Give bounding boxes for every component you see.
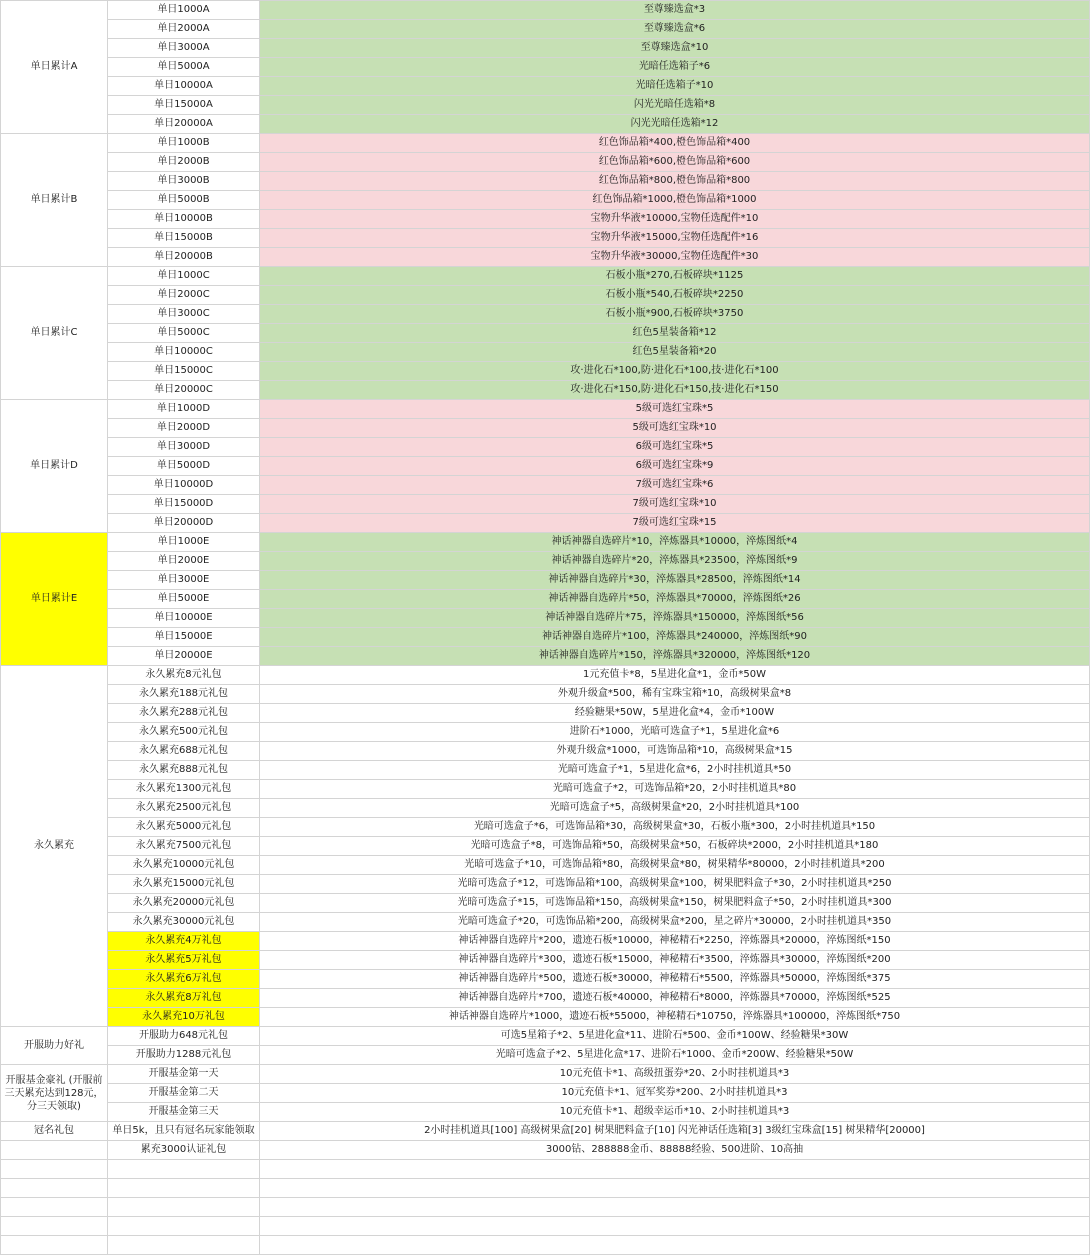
table-row: [1, 362, 1090, 381]
reward-cell[interactable]: 5级可选红宝珠*10: [260, 419, 1090, 438]
tier-cell[interactable]: 永久累充4万礼包: [108, 932, 260, 951]
empty-cell[interactable]: [260, 1198, 1090, 1217]
reward-cell[interactable]: 光暗可选盒子*20，可选饰品箱*200，高级树果盒*200，星之碎片*30000，2小时挂机道具*350: [260, 913, 1090, 932]
empty-row: [1, 1179, 1090, 1198]
table-row: [1, 989, 1090, 1008]
empty-cell[interactable]: [108, 1179, 260, 1198]
tier-cell[interactable]: 单日3000E: [108, 571, 260, 590]
table-row: [1, 1103, 1090, 1122]
tier-cell[interactable]: 单日20000E: [108, 647, 260, 666]
table-row: [1, 324, 1090, 343]
table-row: [1, 191, 1090, 210]
category-cell[interactable]: 单日累计A: [1, 1, 108, 134]
reward-cell[interactable]: 7级可选红宝珠*6: [260, 476, 1090, 495]
tier-cell[interactable]: 单日5000A: [108, 58, 260, 77]
table-row: [1, 723, 1090, 742]
reward-cell[interactable]: 神话神器自选碎片*200，遗迹石板*10000，神秘精石*2250，淬炼器具*20000，淬炼图纸*150: [260, 932, 1090, 951]
tier-cell[interactable]: 永久累充6万礼包: [108, 970, 260, 989]
reward-cell[interactable]: 光暗可选盒子*1，5星进化盒*6，2小时挂机道具*50: [260, 761, 1090, 780]
table-row: [1, 932, 1090, 951]
category-cell[interactable]: 单日累计B: [1, 134, 108, 267]
tier-cell[interactable]: 单日3000A: [108, 39, 260, 58]
tier-cell[interactable]: 单日5000C: [108, 324, 260, 343]
tier-cell[interactable]: 单日3000C: [108, 305, 260, 324]
reward-cell[interactable]: 闪光光暗任选箱*12: [260, 115, 1090, 134]
category-cell[interactable]: 开服基金豪礼 (开服前三天累充达到128元，分三天领取): [1, 1065, 108, 1122]
tier-cell[interactable]: 永久累充2500元礼包: [108, 799, 260, 818]
tier-cell[interactable]: 单日20000B: [108, 248, 260, 267]
tier-cell[interactable]: 永久累充500元礼包: [108, 723, 260, 742]
table-row: [1, 799, 1090, 818]
empty-cell[interactable]: [1, 1179, 108, 1198]
tier-cell[interactable]: 单日1000B: [108, 134, 260, 153]
reward-cell[interactable]: 神话神器自选碎片*10，淬炼器具*10000，淬炼图纸*4: [260, 533, 1090, 552]
table-row: [1, 267, 1090, 286]
table-row: [1, 1046, 1090, 1065]
table-row: [1, 305, 1090, 324]
tier-cell[interactable]: 永久累充15000元礼包: [108, 875, 260, 894]
table-row: [1, 1084, 1090, 1103]
reward-cell[interactable]: 光暗可选盒子*12，可选饰品箱*100，高级树果盒*100，树果肥料盒子*30，2小时挂机道具*250: [260, 875, 1090, 894]
tier-cell[interactable]: 永久累充288元礼包: [108, 704, 260, 723]
reward-cell[interactable]: 攻·进化石*100,防·进化石*100,技·进化石*100: [260, 362, 1090, 381]
tier-cell[interactable]: 单日10000B: [108, 210, 260, 229]
table-row: [1, 970, 1090, 989]
table-row: [1, 590, 1090, 609]
reward-cell[interactable]: 至尊臻选盒*6: [260, 20, 1090, 39]
reward-cell[interactable]: 神话神器自选碎片*75，淬炼器具*150000，淬炼图纸*56: [260, 609, 1090, 628]
tier-cell[interactable]: 永久累充688元礼包: [108, 742, 260, 761]
tier-cell[interactable]: 永久累充10万礼包: [108, 1008, 260, 1027]
reward-cell[interactable]: 7级可选红宝珠*10: [260, 495, 1090, 514]
reward-cell[interactable]: 光暗可选盒子*8，可选饰品箱*50，高级树果盒*50，石板碎块*2000，2小时挂机道具*180: [260, 837, 1090, 856]
reward-cell[interactable]: 石板小瓶*900,石板碎块*3750: [260, 305, 1090, 324]
table-row: [1, 1, 1090, 20]
reward-cell[interactable]: 外观升级盒*1000，可选饰品箱*10，高级树果盒*15: [260, 742, 1090, 761]
reward-cell[interactable]: 7级可选红宝珠*15: [260, 514, 1090, 533]
table-row: [1, 229, 1090, 248]
tier-cell[interactable]: 永久累充10000元礼包: [108, 856, 260, 875]
reward-cell[interactable]: 进阶石*1000，光暗可选盒子*1，5星进化盒*6: [260, 723, 1090, 742]
reward-cell[interactable]: 至尊臻选盒*3: [260, 1, 1090, 20]
table-row: [1, 628, 1090, 647]
category-cell[interactable]: 单日累计C: [1, 267, 108, 400]
empty-cell[interactable]: [108, 1236, 260, 1255]
table-row: [1, 1065, 1090, 1084]
table-row: [1, 761, 1090, 780]
tier-cell[interactable]: 单日1000D: [108, 400, 260, 419]
tier-cell[interactable]: 单日1000A: [108, 1, 260, 20]
table-row: [1, 400, 1090, 419]
reward-cell[interactable]: 3000钻、288888金币、88888经验、500进阶、10高抽: [260, 1141, 1090, 1160]
tier-cell[interactable]: 永久累充888元礼包: [108, 761, 260, 780]
tier-cell[interactable]: 单日2000A: [108, 20, 260, 39]
tier-cell[interactable]: 单日2000C: [108, 286, 260, 305]
tier-cell[interactable]: 永久累充8元礼包: [108, 666, 260, 685]
reward-cell[interactable]: 宝物升华液*10000,宝物任选配件*10: [260, 210, 1090, 229]
table-row: [1, 58, 1090, 77]
empty-cell[interactable]: [108, 1160, 260, 1179]
reward-cell[interactable]: 光暗可选盒子*10，可选饰品箱*80，高级树果盒*80，树果精华*80000，2小时挂机道具*200: [260, 856, 1090, 875]
tier-cell[interactable]: 单日15000A: [108, 96, 260, 115]
reward-cell[interactable]: 可选5星箱子*2、5星进化盒*11、进阶石*500、金币*100W、经验糖果*30W: [260, 1027, 1090, 1046]
reward-cell[interactable]: 光暗任选箱子*6: [260, 58, 1090, 77]
tier-cell[interactable]: 单日5000B: [108, 191, 260, 210]
tier-cell[interactable]: 永久累充5000元礼包: [108, 818, 260, 837]
table-row: [1, 20, 1090, 39]
reward-cell[interactable]: 5级可选红宝珠*5: [260, 400, 1090, 419]
table-row: [1, 685, 1090, 704]
tier-cell[interactable]: 单日5000D: [108, 457, 260, 476]
tier-cell[interactable]: 永久累充20000元礼包: [108, 894, 260, 913]
reward-cell[interactable]: 10元充值卡*1、冠军奖券*200、2小时挂机道具*3: [260, 1084, 1090, 1103]
reward-cell[interactable]: 宝物升华液*15000,宝物任选配件*16: [260, 229, 1090, 248]
table-row: [1, 115, 1090, 134]
category-cell[interactable]: 永久累充: [1, 666, 108, 1027]
reward-cell[interactable]: 红色饰品箱*1000,橙色饰品箱*1000: [260, 191, 1090, 210]
reward-cell[interactable]: 神话神器自选碎片*700，遗迹石板*40000，神秘精石*8000，淬炼器具*70000，淬炼图纸*525: [260, 989, 1090, 1008]
reward-cell[interactable]: 光暗任选箱子*10: [260, 77, 1090, 96]
table-row: [1, 39, 1090, 58]
empty-cell[interactable]: [108, 1198, 260, 1217]
tier-cell[interactable]: 单日15000D: [108, 495, 260, 514]
category-cell[interactable]: 冠名礼包: [1, 1122, 108, 1141]
tier-cell[interactable]: 单日2000B: [108, 153, 260, 172]
table-row: [1, 818, 1090, 837]
reward-cell[interactable]: 光暗可选盒子*5，高级树果盒*20，2小时挂机道具*100: [260, 799, 1090, 818]
reward-cell[interactable]: 光暗可选盒子*6，可选饰品箱*30，高级树果盒*30，石板小瓶*300，2小时挂机道具*150: [260, 818, 1090, 837]
tier-cell[interactable]: 单日10000D: [108, 476, 260, 495]
table-row: [1, 647, 1090, 666]
tier-cell[interactable]: 单日10000A: [108, 77, 260, 96]
table-row: [1, 381, 1090, 400]
table-row: [1, 571, 1090, 590]
tier-cell[interactable]: 单日10000E: [108, 609, 260, 628]
reward-cell[interactable]: 神话神器自选碎片*50，淬炼器具*70000，淬炼图纸*26: [260, 590, 1090, 609]
empty-cell[interactable]: [260, 1236, 1090, 1255]
tier-cell[interactable]: 开服基金第三天: [108, 1103, 260, 1122]
table-row: [1, 210, 1090, 229]
table-row: [1, 343, 1090, 362]
tier-cell[interactable]: 开服助力648元礼包: [108, 1027, 260, 1046]
table-row: [1, 134, 1090, 153]
table-row: [1, 248, 1090, 267]
empty-cell[interactable]: [1, 1217, 108, 1236]
empty-cell[interactable]: [260, 1217, 1090, 1236]
table-row: [1, 514, 1090, 533]
table-row: [1, 1141, 1090, 1160]
reward-cell[interactable]: 10元充值卡*1、超级幸运币*10、2小时挂机道具*3: [260, 1103, 1090, 1122]
reward-table-body: [1, 1, 1090, 1255]
tier-cell[interactable]: 开服基金第一天: [108, 1065, 260, 1084]
tier-cell[interactable]: 永久累充8万礼包: [108, 989, 260, 1008]
table-row: [1, 875, 1090, 894]
table-row: [1, 96, 1090, 115]
reward-cell[interactable]: 石板小瓶*270,石板碎块*1125: [260, 267, 1090, 286]
table-row: [1, 419, 1090, 438]
empty-row: [1, 1160, 1090, 1179]
tier-cell[interactable]: 开服基金第二天: [108, 1084, 260, 1103]
reward-cell[interactable]: 光暗可选盒子*2，可选饰品箱*20，2小时挂机道具*80: [260, 780, 1090, 799]
tier-cell[interactable]: 永久累充188元礼包: [108, 685, 260, 704]
table-row: [1, 286, 1090, 305]
table-row: [1, 153, 1090, 172]
tier-cell[interactable]: 单日1000C: [108, 267, 260, 286]
tier-cell[interactable]: 单日2000D: [108, 419, 260, 438]
empty-cell[interactable]: [1, 1198, 108, 1217]
reward-cell[interactable]: 红色5星装备箱*20: [260, 343, 1090, 362]
reward-cell[interactable]: 2小时挂机道具[100] 高级树果盒[20] 树果肥料盒子[10] 闪光神话任选箱[3] 3级红宝珠盒[15] 树果精华[20000]: [260, 1122, 1090, 1141]
table-row: [1, 1027, 1090, 1046]
category-cell[interactable]: [1, 1141, 108, 1160]
table-row: [1, 856, 1090, 875]
table-row: [1, 913, 1090, 932]
tier-cell[interactable]: 累充3000认证礼包: [108, 1141, 260, 1160]
tier-cell[interactable]: 单日1000E: [108, 533, 260, 552]
category-cell[interactable]: 单日累计E: [1, 533, 108, 666]
table-row: [1, 476, 1090, 495]
table-row: [1, 951, 1090, 970]
category-cell[interactable]: 开服助力好礼: [1, 1027, 108, 1065]
tier-cell[interactable]: 单日20000D: [108, 514, 260, 533]
table-row: [1, 704, 1090, 723]
empty-row: [1, 1236, 1090, 1255]
reward-cell[interactable]: 闪光光暗任选箱*8: [260, 96, 1090, 115]
table-row: [1, 552, 1090, 571]
reward-cell[interactable]: 神话神器自选碎片*100，淬炼器具*240000，淬炼图纸*90: [260, 628, 1090, 647]
table-row: [1, 77, 1090, 96]
table-row: [1, 172, 1090, 191]
reward-cell[interactable]: 神话神器自选碎片*150，淬炼器具*320000，淬炼图纸*120: [260, 647, 1090, 666]
reward-cell[interactable]: 10元充值卡*1、高级扭蛋券*20、2小时挂机道具*3: [260, 1065, 1090, 1084]
reward-cell[interactable]: 6级可选红宝珠*9: [260, 457, 1090, 476]
empty-row: [1, 1198, 1090, 1217]
tier-cell[interactable]: 单日15000E: [108, 628, 260, 647]
table-row: [1, 666, 1090, 685]
table-row: [1, 837, 1090, 856]
reward-cell[interactable]: 光暗可选盒子*15，可选饰品箱*150，高级树果盒*150，树果肥料盒子*50，2小时挂机道具*300: [260, 894, 1090, 913]
reward-cell[interactable]: 光暗可选盒子*2、5星进化盒*17、进阶石*1000、金币*200W、经验糖果*50W: [260, 1046, 1090, 1065]
reward-cell[interactable]: 红色饰品箱*400,橙色饰品箱*400: [260, 134, 1090, 153]
reward-cell[interactable]: 外观升级盒*500，稀有宝珠宝箱*10，高级树果盒*8: [260, 685, 1090, 704]
tier-cell[interactable]: 开服助力1288元礼包: [108, 1046, 260, 1065]
empty-cell[interactable]: [108, 1217, 260, 1236]
table-row: [1, 495, 1090, 514]
empty-cell[interactable]: [1, 1236, 108, 1255]
reward-cell[interactable]: 红色饰品箱*600,橙色饰品箱*600: [260, 153, 1090, 172]
table-row: [1, 780, 1090, 799]
empty-cell[interactable]: [260, 1160, 1090, 1179]
reward-cell[interactable]: 神话神器自选碎片*30，淬炼器具*28500，淬炼图纸*14: [260, 571, 1090, 590]
reward-cell[interactable]: 神话神器自选碎片*20，淬炼器具*23500，淬炼图纸*9: [260, 552, 1090, 571]
reward-cell[interactable]: 6级可选红宝珠*5: [260, 438, 1090, 457]
tier-cell[interactable]: 单日5k，且只有冠名玩家能领取: [108, 1122, 260, 1141]
reward-cell[interactable]: 经验糖果*50W，5星进化盒*4，金币*100W: [260, 704, 1090, 723]
reward-cell[interactable]: 神话神器自选碎片*500，遗迹石板*30000，神秘精石*5500，淬炼器具*50000，淬炼图纸*375: [260, 970, 1090, 989]
reward-cell[interactable]: 攻·进化石*150,防·进化石*150,技·进化石*150: [260, 381, 1090, 400]
empty-cell[interactable]: [1, 1160, 108, 1179]
reward-cell[interactable]: 神话神器自选碎片*1000，遗迹石板*55000，神秘精石*10750，淬炼器具*100000，淬炼图纸*750: [260, 1008, 1090, 1027]
table-row: [1, 894, 1090, 913]
tier-cell[interactable]: 永久累充5万礼包: [108, 951, 260, 970]
tier-cell[interactable]: 永久累充7500元礼包: [108, 837, 260, 856]
tier-cell[interactable]: 单日5000E: [108, 590, 260, 609]
table-row: [1, 438, 1090, 457]
table-row: [1, 457, 1090, 476]
reward-cell[interactable]: 神话神器自选碎片*300，遗迹石板*15000，神秘精石*3500，淬炼器具*30000，淬炼图纸*200: [260, 951, 1090, 970]
table-row: [1, 609, 1090, 628]
tier-cell[interactable]: 单日20000C: [108, 381, 260, 400]
category-cell[interactable]: 单日累计D: [1, 400, 108, 533]
reward-cell[interactable]: 1元充值卡*8，5星进化盒*1，金币*50W: [260, 666, 1090, 685]
empty-cell[interactable]: [260, 1179, 1090, 1198]
table-row: [1, 1008, 1090, 1027]
tier-cell[interactable]: 单日10000C: [108, 343, 260, 362]
tier-cell[interactable]: 单日3000B: [108, 172, 260, 191]
tier-cell[interactable]: 永久累充1300元礼包: [108, 780, 260, 799]
reward-cell[interactable]: 红色饰品箱*800,橙色饰品箱*800: [260, 172, 1090, 191]
reward-cell[interactable]: 宝物升华液*30000,宝物任选配件*30: [260, 248, 1090, 267]
reward-cell[interactable]: 至尊臻选盒*10: [260, 39, 1090, 58]
table-row: [1, 533, 1090, 552]
table-row: [1, 1122, 1090, 1141]
tier-cell[interactable]: 单日15000B: [108, 229, 260, 248]
reward-cell[interactable]: 红色5星装备箱*12: [260, 324, 1090, 343]
reward-cell[interactable]: 石板小瓶*540,石板碎块*2250: [260, 286, 1090, 305]
table-row: [1, 742, 1090, 761]
tier-cell[interactable]: 单日3000D: [108, 438, 260, 457]
tier-cell[interactable]: 永久累充30000元礼包: [108, 913, 260, 932]
empty-row: [1, 1217, 1090, 1236]
tier-cell[interactable]: 单日15000C: [108, 362, 260, 381]
tier-cell[interactable]: 单日20000A: [108, 115, 260, 134]
tier-cell[interactable]: 单日2000E: [108, 552, 260, 571]
